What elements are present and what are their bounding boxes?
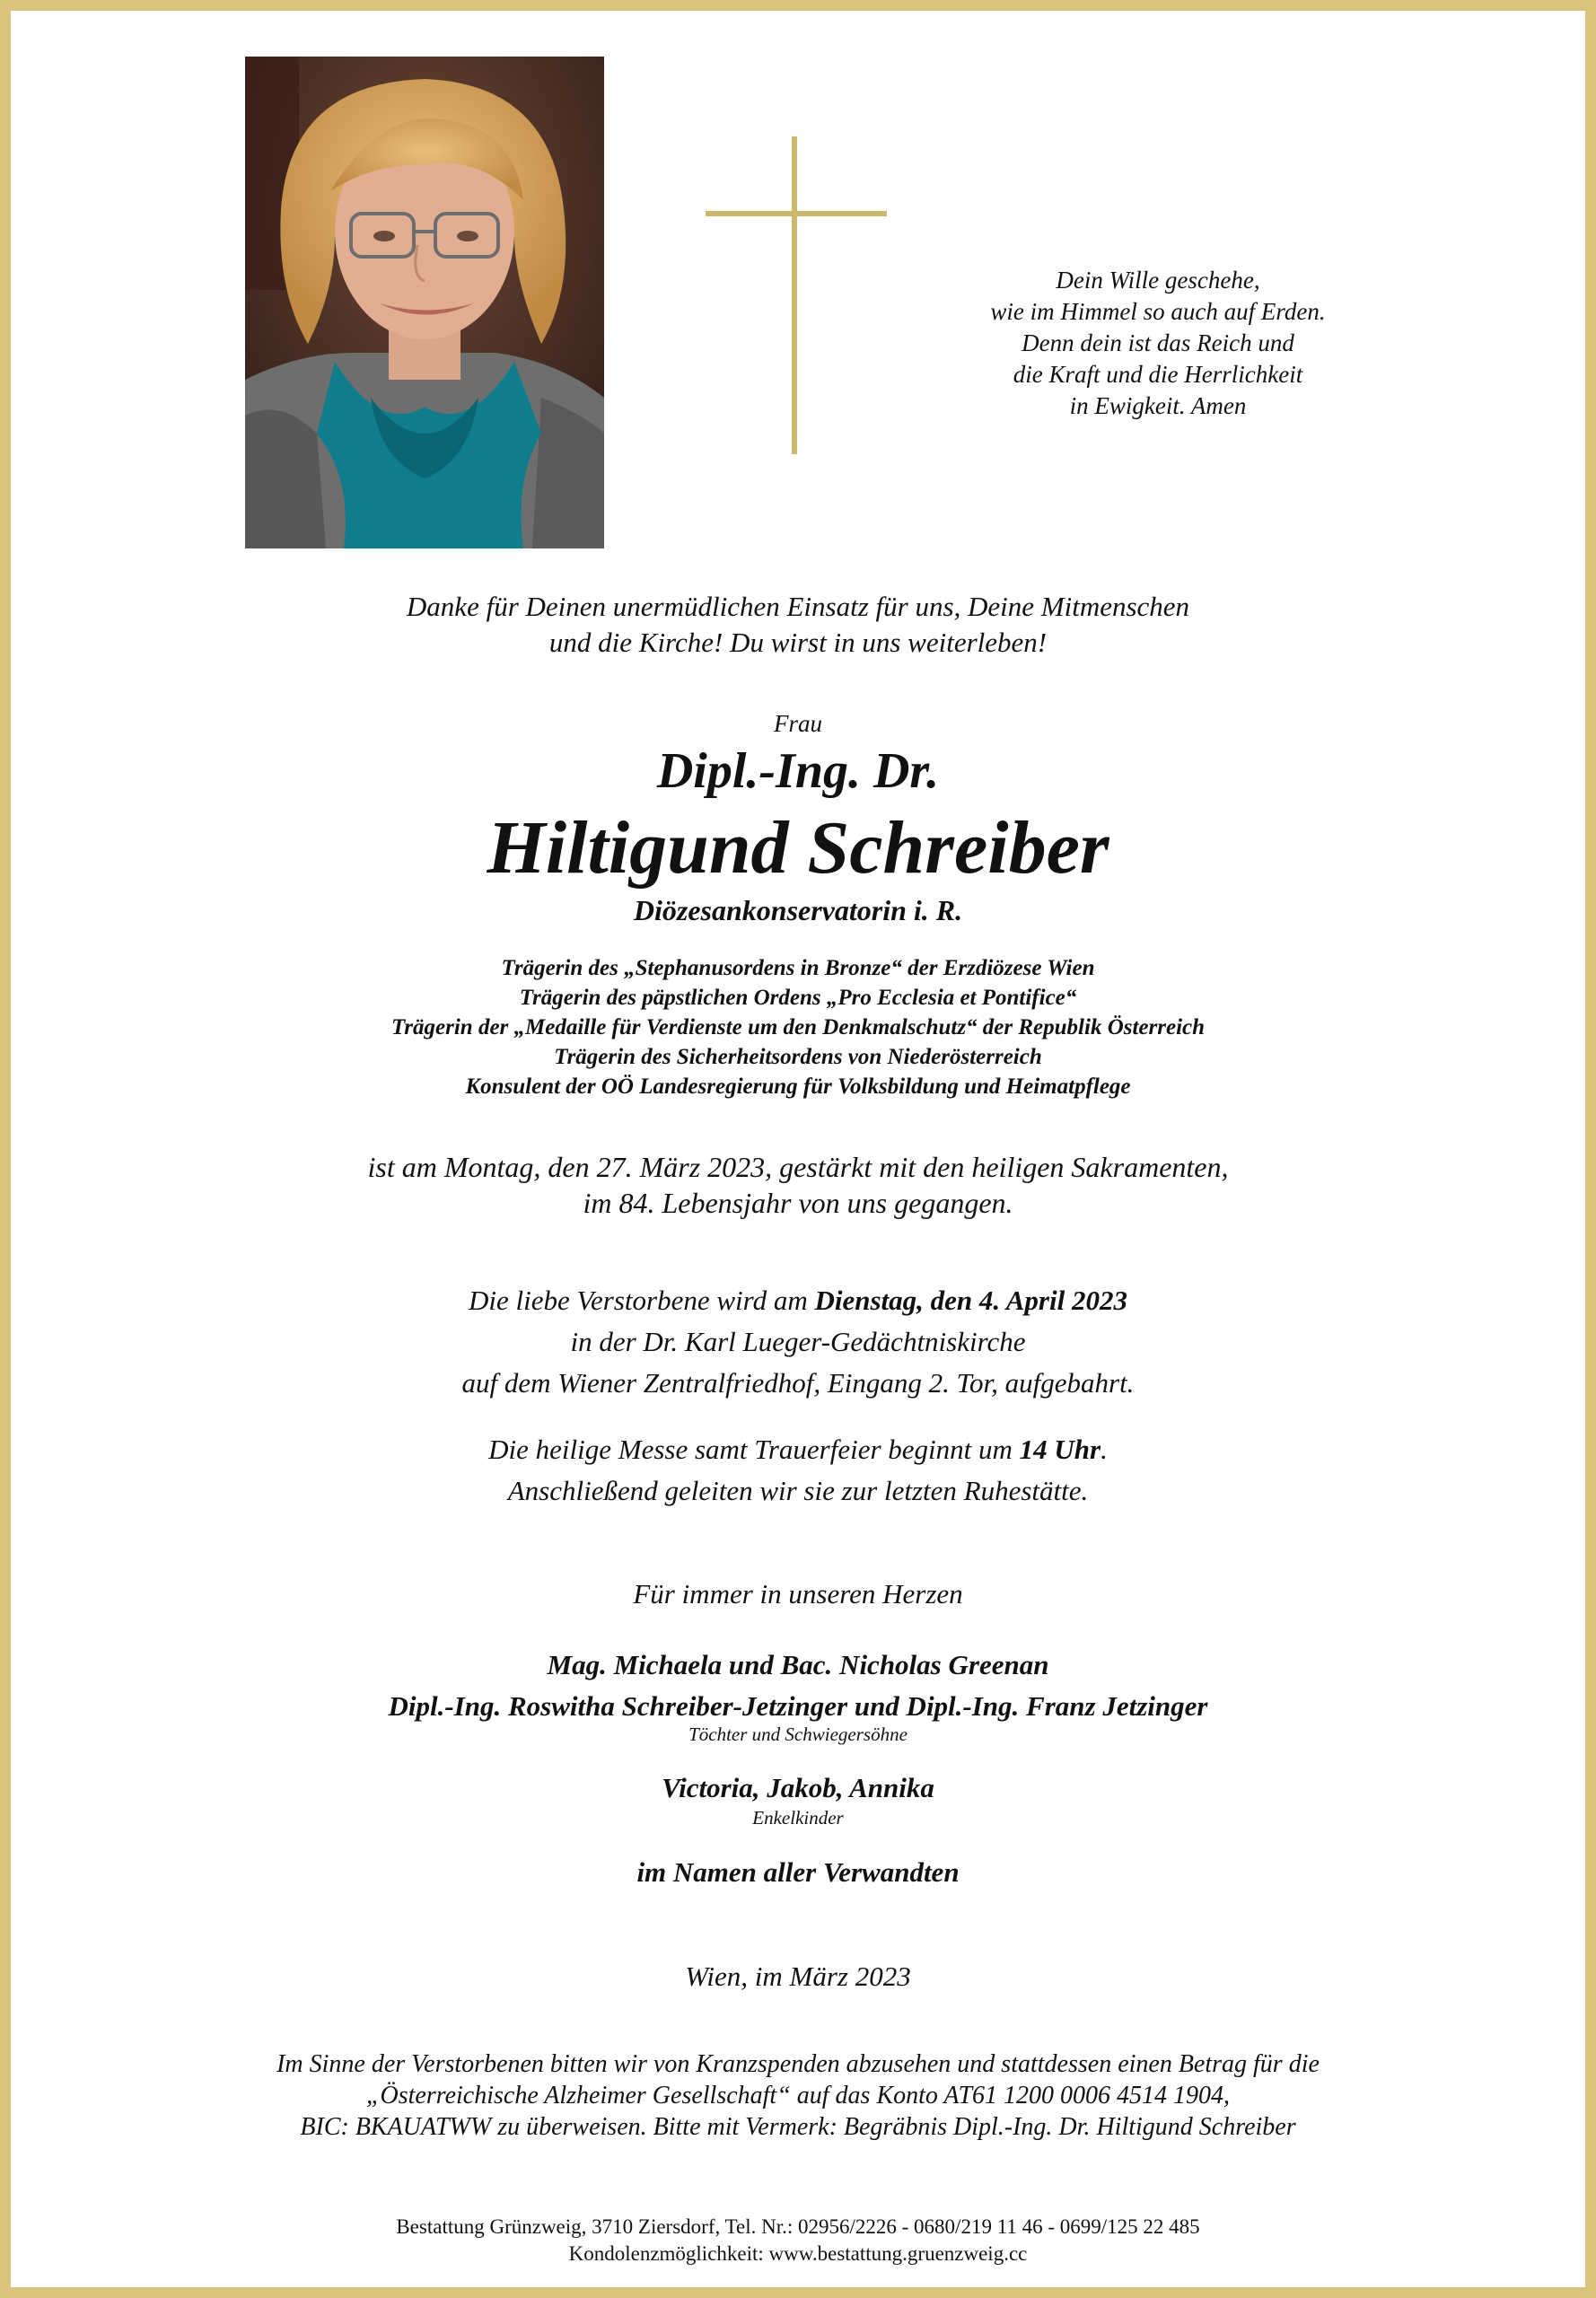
mass-line-1 (0, 1429, 1596, 1470)
prayer-line: wie im Himmel so auch auf Erden. (990, 298, 1326, 325)
portrait-illustration (245, 57, 604, 548)
children-line: Mag. Michaela und Bac. Nicholas Greenan (547, 1649, 1049, 1680)
death-notice-line: ist am Montag, den 27. März 2023, gestärkt mit den heiligen Sakramenten, (367, 1151, 1229, 1183)
portrait-photo (245, 57, 604, 548)
cross-icon (706, 136, 887, 454)
grandchildren-role: Enkelkinder (752, 1807, 844, 1829)
death-notice (0, 1149, 1596, 1221)
position-title: Diözesankonservatorin i. R. (633, 894, 963, 926)
children-names (0, 1645, 1596, 1727)
donation-line: „Österreichische Alzheimer Gesellschaft“ auf das Konto AT61 1200 0006 4514 1904, (365, 2082, 1231, 2109)
honor-item: Trägerin des „Stephanusordens in Bronze“ der Erzdiözese Wien (501, 956, 1095, 980)
children-role: Töchter und Schwiegersöhne (688, 1724, 908, 1745)
honors-list (0, 953, 1596, 1101)
prayer-line: die Kraft und die Herrlichkeit (1013, 361, 1303, 388)
relatives-text: im Namen aller Verwandten (636, 1856, 960, 1888)
honor-item: Trägerin der „Medaille für Verdienste um den Denkmalschutz“ der Republik Österreich (390, 1015, 1206, 1039)
honor-item: Konsulent der OÖ Landesregierung für Volksbildung und Heimatpflege (465, 1074, 1131, 1099)
viewing-date: Dienstag, den 4. April 2023 (814, 1285, 1127, 1316)
funeral-home-footer (0, 2214, 1596, 2267)
prayer-text (925, 265, 1391, 422)
academic-title: Dipl.-Ing. Dr. (656, 743, 940, 799)
footer-condolence: Kondolenzmöglichkeit: www.bestattung.gruenzweig.cc (568, 2242, 1028, 2265)
thanks-line: Danke für Deinen unermüdlichen Einsatz für uns, Deine Mitmenschen (406, 591, 1190, 622)
viewing-line-1 (0, 1280, 1596, 1321)
deceased-name: Hiltigund Schreiber (487, 806, 1109, 890)
mass-suffix: . (1101, 1434, 1108, 1465)
mass-time: 14 Uhr (1019, 1434, 1101, 1465)
viewing-line-3: auf dem Wiener Zentralfriedhof, Eingang 2. Tor, aufgebahrt. (461, 1367, 1135, 1399)
donation-line: Im Sinne der Verstorbenen bitten wir von Kranzspenden abzusehen und stattdessen einen Betrag für die (276, 2050, 1320, 2078)
donation-line: BIC: BKAUATWW zu überweisen. Bitte mit Vermerk: Begräbnis Dipl.-Ing. Dr. Hiltigund Schreiber (300, 2113, 1296, 2141)
honor-item: Trägerin des päpstlichen Ordens „Pro Ecclesia et Pontifice“ (519, 986, 1077, 1010)
mass-info (0, 1429, 1596, 1512)
thanks-text (0, 589, 1596, 661)
mass-prefix: Die heilige Messe samt Trauerfeier beginnt um (488, 1434, 1020, 1465)
viewing-info (0, 1280, 1596, 1404)
viewing-prefix: Die liebe Verstorbene wird am (469, 1285, 815, 1316)
place-date: Wien, im März 2023 (685, 1960, 911, 1992)
donation-request (0, 2048, 1596, 2143)
prayer-line: Denn dein ist das Reich und (1022, 329, 1294, 356)
viewing-line-2: in der Dr. Karl Lueger-Gedächtniskirche (570, 1326, 1026, 1357)
honor-item: Trägerin des Sicherheitsordens von Niederösterreich (554, 1045, 1042, 1069)
footer-contact: Bestattung Grünzweig, 3710 Ziersdorf, Tel. Nr.: 02956/2226 - 0680/219 11 46 - 0699/125 22 485 (396, 2215, 1200, 2238)
grandchildren-names: Victoria, Jakob, Annika (662, 1772, 934, 1803)
salutation: Frau (774, 710, 822, 737)
forever-text: Für immer in unseren Herzen (633, 1578, 963, 1609)
prayer-line: Dein Wille geschehe, (1056, 267, 1260, 294)
death-notice-line: im 84. Lebensjahr von uns gegangen. (583, 1187, 1013, 1219)
prayer-line: in Ewigkeit. Amen (1069, 392, 1247, 419)
mass-line-2: Anschließend geleiten wir sie zur letzten Ruhestätte. (507, 1475, 1089, 1506)
thanks-line: und die Kirche! Du wirst in uns weiterleben! (548, 627, 1048, 658)
children-line: Dipl.-Ing. Roswitha Schreiber-Jetzinger und Dipl.-Ing. Franz Jetzinger (388, 1690, 1208, 1722)
